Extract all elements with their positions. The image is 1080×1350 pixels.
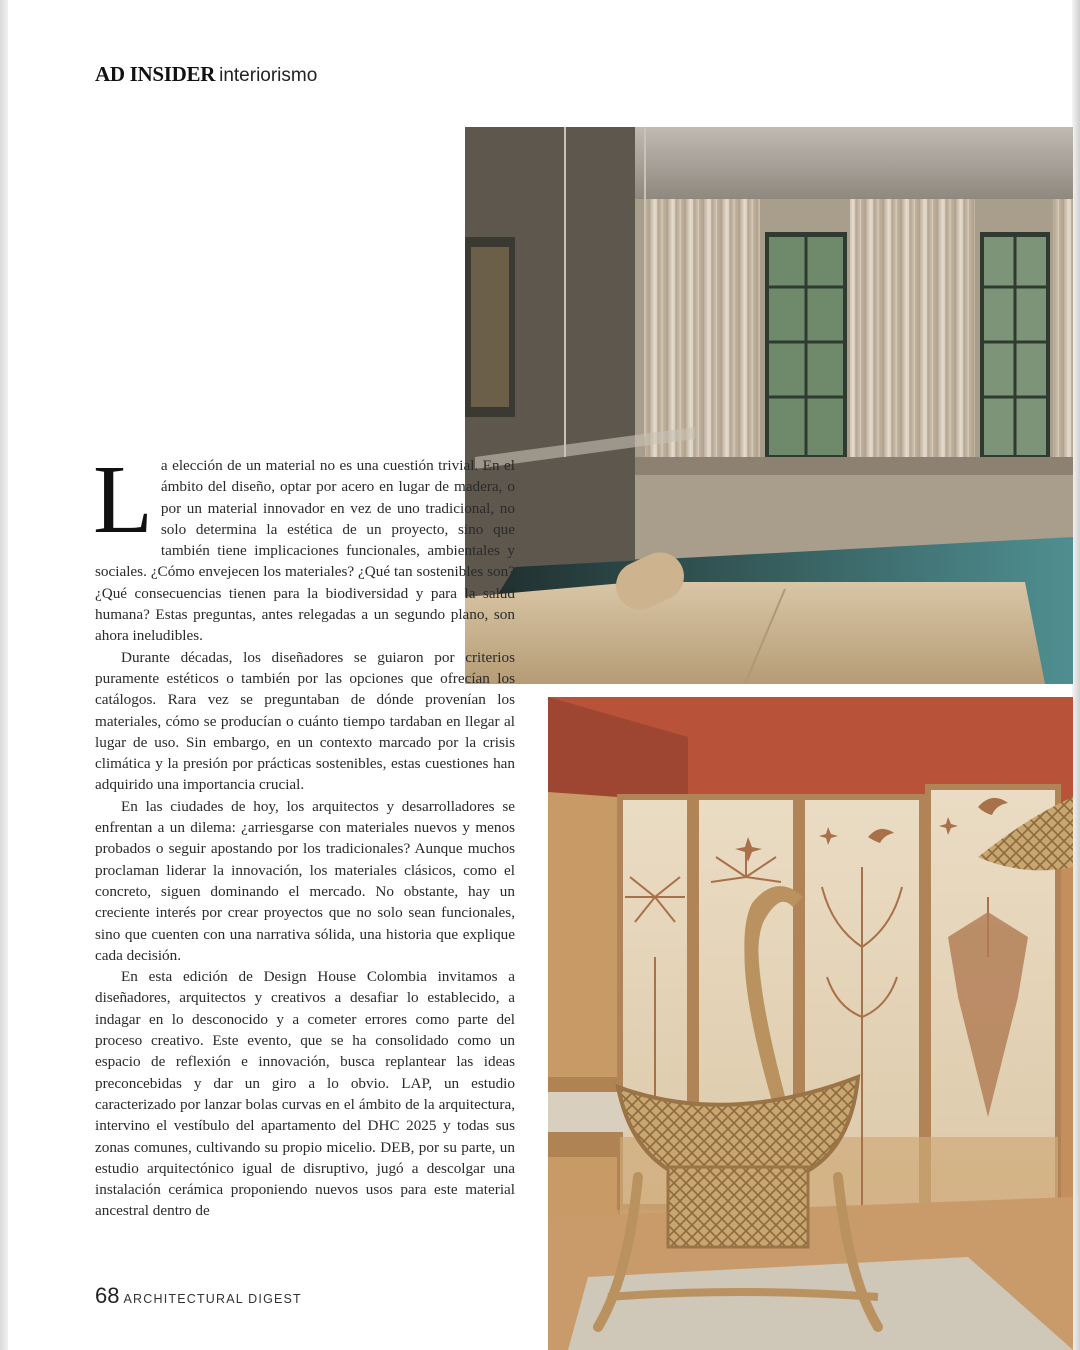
header-section: interiorismo — [219, 65, 318, 86]
article-paragraph-1 — [93, 446, 515, 647]
header-brand: AD INSIDER — [95, 62, 216, 86]
drop-cap: L — [93, 446, 153, 554]
page-number: 68 — [95, 1283, 120, 1308]
magazine-name: ARCHITECTURAL DIGEST — [123, 1292, 302, 1306]
page-left-edge — [0, 0, 8, 1350]
page-footer — [95, 1283, 302, 1309]
page-right-edge — [1072, 0, 1080, 1350]
section-header — [95, 60, 317, 90]
article-paragraph-1-text: a elección de un material no es una cuestión trivial. En el ámbito del diseño, optar por acero en lugar de madera, o por un material innovador en vez de uno tradicional, no solo determina la estética de un proyecto, sino que también tiene implicaciones funcionales, ambientales y sociales. ¿Cómo envejecen los materiales? ¿Qué tan sostenibles son? ¿Qué consecuencias tienen para la biodiversidad y para la salud humana? Estas preguntas, antes relegadas a un segundo plano, son ahora ineludibles. — [95, 457, 515, 645]
article-body — [93, 446, 515, 1222]
article-paragraph-3: En las ciudades de hoy, los arquitectos y desarrolladores se enfrentan a un dilema: ¿arriesgarse con materiales nuevos y menos probados o seguir apostando por los tradicionales? Aunque muchos proclaman liderar la innovación, los materiales clásicos, como el concreto, siguen dominando el mercado. No obstante, hay un creciente interés por crear proyectos que no solo sean funcionales, sino que cuenten con una narrativa sólida, una historia que explique cada decisión. — [95, 797, 515, 964]
nursery-photo — [548, 697, 1073, 1350]
article-paragraph-2: Durante décadas, los diseñadores se guiaron por criterios puramente estéticos o también por las opciones que ofrecían los catálogos. Rara vez se preguntaban de dónde provenían los materiales, cómo se producían o cuánto tiempo tardaban en llegar al lugar de uso. Sin embargo, en un contexto marcado por la crisis climática y la presión por prácticas sostenibles, estas cuestiones han adquirido una importancia crucial. — [95, 648, 515, 794]
article-paragraph-4: En esta edición de Design House Colombia invitamos a diseñadores, arquitectos y creativos a desafiar lo establecido, a indagar en lo desconocido y a cometer errores como parte del proceso creativo. Este evento, que se ha consolidado como un espacio de reflexión e innovación, busca replantear las ideas preconcebidas y dar un giro a lo obvio. LAP, un estudio caracterizado por lanzar bolas curvas en el ámbito de la arquitectura, intervino el vestíbulo del apartamento del DHC 2025 y todas sus zonas comunes, cultivando su propio micelio. DEB, por su parte, un estudio arquitectónico igual de disruptivo, jugó a descolgar una instalación cerámica proponiendo nuevos usos para este material ancestral dentro de — [95, 968, 515, 1220]
bedroom-photo — [465, 127, 1073, 684]
